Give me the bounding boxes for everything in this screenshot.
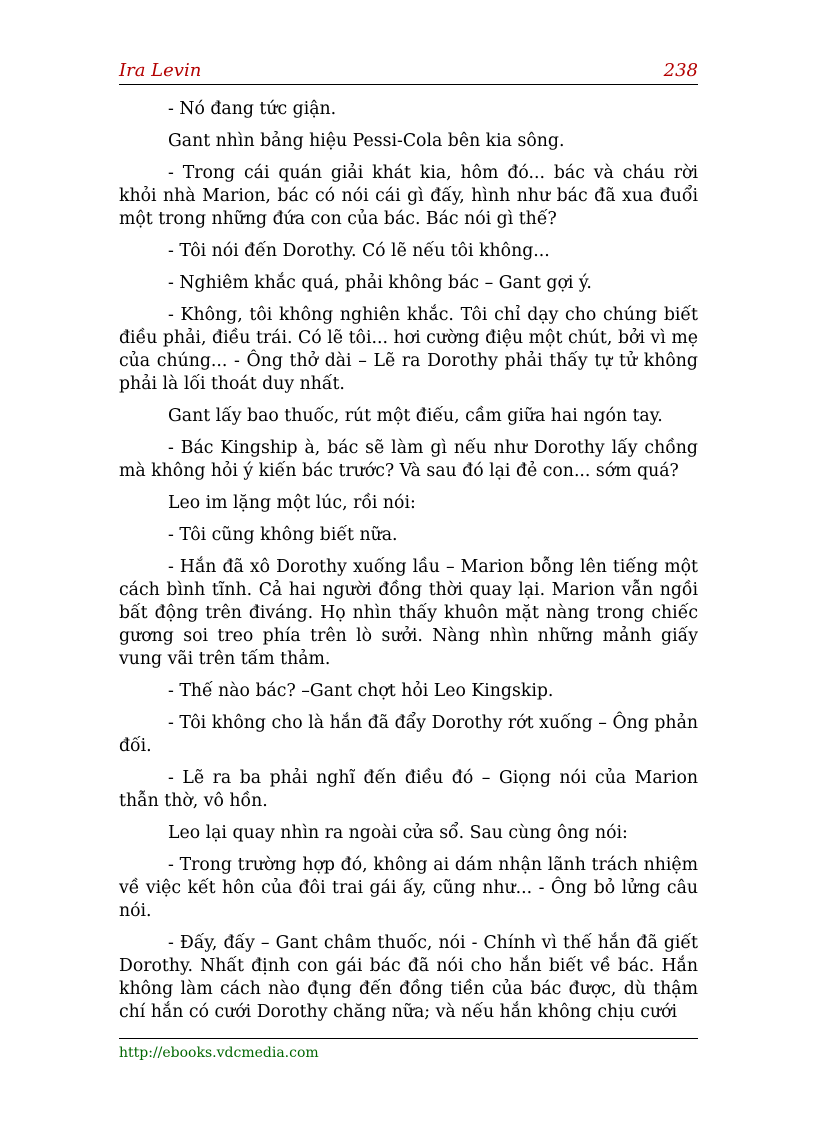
paragraph: Gant nhìn bảng hiệu Pessi-Cola bên kia sông. — [168, 131, 565, 151]
paragraph: - Tôi cũng không biết nữa. — [168, 525, 398, 545]
page-header — [119, 58, 698, 85]
footer-divider — [119, 1038, 698, 1039]
paragraph: - Thế nào bác? –Gant chợt hỏi Leo Kingskip. — [168, 681, 554, 701]
paragraph: - Nghiêm khắc quá, phải không bác – Gant gợi ý. — [168, 273, 592, 293]
paragraph: - Tôi nói đến Dorothy. Có lẽ nếu tôi không... — [168, 241, 550, 261]
paragraph: - Trong trường hợp đó, không ai dám nhận lãnh trách nhiệm về việc kết hôn của đôi trai gái ấy, cũng như... - Ông bỏ lửng câu nói. — [119, 855, 698, 921]
paragraph: Leo im lặng một lúc, rồi nói: — [168, 493, 416, 513]
paragraph: - Không, tôi không nghiên khắc. Tôi chỉ dạy cho chúng biết điều phải, điều trái. Có lẽ tôi... hơi cường điệu một chút, bởi vì mẹ của chúng... - Ông thở dài – Lẽ ra Dorothy phải thấy tự tử không phải là lối thoát duy nhất. — [119, 305, 698, 394]
paragraph: - Trong cái quán giải khát kia, hôm đó... bác và cháu rời khỏi nhà Marion, bác có nói cái gì đấy, hình như bác đã xua đuổi một trong những đứa con của bác. Bác nói gì thế? — [119, 163, 698, 229]
page-number: 238 — [663, 60, 698, 81]
paragraph: - Đấy, đấy – Gant châm thuốc, nói - Chính vì thế hắn đã giết Dorothy. Nhất định con gái bác đã nói cho hắn biết về bác. Hắn không làm cách nào đụng đến đồng tiền của bác được, dù thậm chí hắn có cưới Dorothy chăng nữa; và nếu hắn không chịu cưới — [119, 933, 698, 1022]
paragraph: - Bác Kingship à, bác sẽ làm gì nếu như Dorothy lấy chồng mà không hỏi ý kiến bác trước? Và sau đó lại đẻ con... sớm quá? — [119, 438, 698, 481]
paragraph: - Hắn đã xô Dorothy xuống lầu – Marion bỗng lên tiếng một cách bình tĩnh. Cả hai người đồng thời quay lại. Marion vẫn ngồi bất động trên điváng. Họ nhìn thấy khuôn mặt nàng trong chiếc gương soi treo phía trên lò sưởi. Nàng nhìn những mảnh giấy vung vãi trên tấm thảm. — [119, 557, 698, 669]
footer-link[interactable]: http://ebooks.vdcmedia.com — [119, 1045, 319, 1061]
paragraph: Gant lấy bao thuốc, rút một điếu, cầm giữa hai ngón tay. — [168, 406, 663, 426]
header-author: Ira Levin — [119, 60, 202, 81]
paragraph: - Nó đang tức giận. — [168, 99, 337, 119]
paragraph: - Lẽ ra ba phải nghĩ đến điều đó – Giọng nói của Marion thẫn thờ, vô hồn. — [119, 768, 698, 811]
paragraph: Leo lại quay nhìn ra ngoài cửa sổ. Sau cùng ông nói: — [168, 823, 628, 843]
paragraph: - Tôi không cho là hắn đã đẩy Dorothy rớt xuống – Ông phản đối. — [119, 713, 698, 756]
page-body — [119, 98, 698, 1033]
